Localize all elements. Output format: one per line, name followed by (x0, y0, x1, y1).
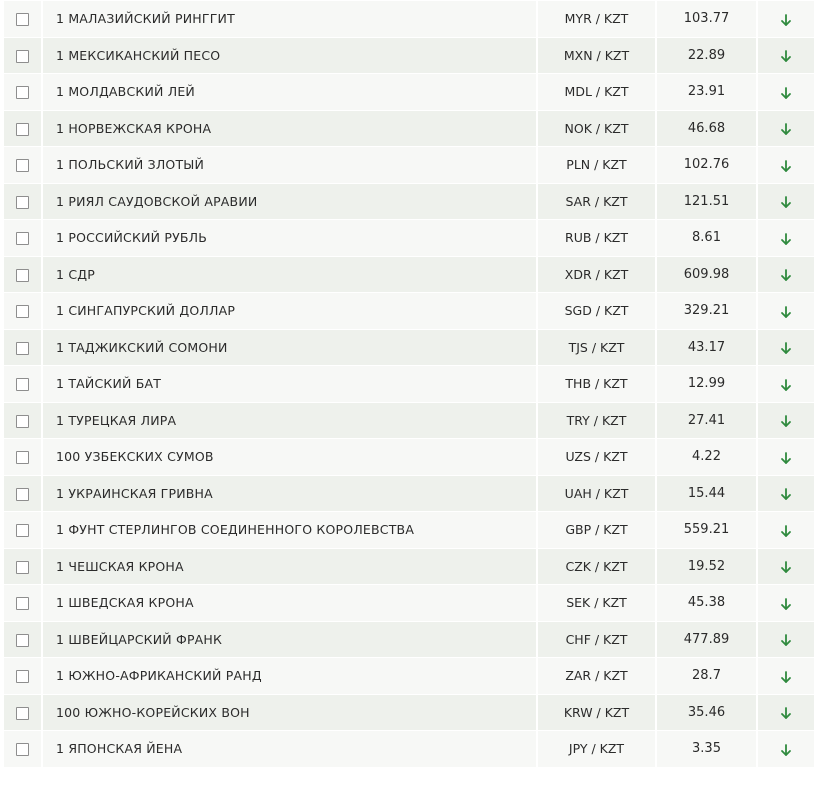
currency-name: 1 СИНГАПУРСКИЙ ДОЛЛАР (42, 293, 537, 330)
currency-pair: JPY / KZT (537, 731, 656, 768)
checkbox-cell (4, 293, 42, 330)
exchange-rate: 103.77 (656, 1, 757, 38)
currency-name: 1 ЮЖНО-АФРИКАНСКИЙ РАНД (42, 658, 537, 695)
trend-cell (757, 366, 814, 403)
table-row (4, 658, 814, 695)
trend-cell (757, 220, 814, 257)
checkbox-icon[interactable] (16, 415, 29, 428)
arrow-down-icon[interactable] (779, 195, 793, 209)
table-row (4, 366, 814, 403)
arrow-down-icon[interactable] (779, 560, 793, 574)
checkbox-icon[interactable] (16, 524, 29, 537)
currency-pair: SGD / KZT (537, 293, 656, 330)
currency-name: 100 ЮЖНО-КОРЕЙСКИХ ВОН (42, 694, 537, 731)
exchange-rate: 477.89 (656, 621, 757, 658)
currency-pair: UZS / KZT (537, 439, 656, 476)
checkbox-cell (4, 694, 42, 731)
checkbox-icon[interactable] (16, 342, 29, 355)
table-row (4, 256, 814, 293)
checkbox-icon[interactable] (16, 597, 29, 610)
checkbox-cell (4, 621, 42, 658)
table-row (4, 74, 814, 111)
table-row (4, 220, 814, 257)
currency-pair: MDL / KZT (537, 74, 656, 111)
arrow-down-icon[interactable] (779, 597, 793, 611)
trend-cell (757, 1, 814, 38)
exchange-rate: 46.68 (656, 110, 757, 147)
exchange-rate: 35.46 (656, 694, 757, 731)
arrow-down-icon[interactable] (779, 268, 793, 282)
currency-pair: GBP / KZT (537, 512, 656, 549)
checkbox-cell (4, 402, 42, 439)
checkbox-icon[interactable] (16, 743, 29, 756)
trend-cell (757, 37, 814, 74)
currency-name: 1 МЕКСИКАНСКИЙ ПЕСО (42, 37, 537, 74)
checkbox-icon[interactable] (16, 305, 29, 318)
checkbox-cell (4, 439, 42, 476)
currency-name: 1 ШВЕДСКАЯ КРОНА (42, 585, 537, 622)
trend-cell (757, 402, 814, 439)
currency-pair: RUB / KZT (537, 220, 656, 257)
checkbox-cell (4, 220, 42, 257)
checkbox-icon[interactable] (16, 670, 29, 683)
arrow-down-icon[interactable] (779, 487, 793, 501)
exchange-rate: 43.17 (656, 329, 757, 366)
checkbox-icon[interactable] (16, 561, 29, 574)
currency-pair: XDR / KZT (537, 256, 656, 293)
currency-name: 1 ШВЕЙЦАРСКИЙ ФРАНК (42, 621, 537, 658)
currency-name: 1 ТУРЕЦКАЯ ЛИРА (42, 402, 537, 439)
currency-pair: CHF / KZT (537, 621, 656, 658)
table-row (4, 475, 814, 512)
arrow-down-icon[interactable] (779, 633, 793, 647)
exchange-rates-body (4, 1, 814, 768)
checkbox-cell (4, 366, 42, 403)
table-row (4, 402, 814, 439)
trend-cell (757, 731, 814, 768)
checkbox-cell (4, 110, 42, 147)
currency-name: 1 МОЛДАВСКИЙ ЛЕЙ (42, 74, 537, 111)
exchange-rate: 22.89 (656, 37, 757, 74)
trend-cell (757, 512, 814, 549)
exchange-rate: 27.41 (656, 402, 757, 439)
exchange-rate: 28.7 (656, 658, 757, 695)
checkbox-cell (4, 548, 42, 585)
currency-pair: CZK / KZT (537, 548, 656, 585)
currency-pair: PLN / KZT (537, 147, 656, 184)
arrow-down-icon[interactable] (779, 159, 793, 173)
trend-cell (757, 293, 814, 330)
checkbox-cell (4, 329, 42, 366)
currency-pair: ZAR / KZT (537, 658, 656, 695)
trend-cell (757, 256, 814, 293)
currency-name: 1 УКРАИНСКАЯ ГРИВНА (42, 475, 537, 512)
checkbox-icon[interactable] (16, 707, 29, 720)
trend-cell (757, 658, 814, 695)
arrow-down-icon[interactable] (779, 670, 793, 684)
table-row (4, 512, 814, 549)
currency-pair: MXN / KZT (537, 37, 656, 74)
exchange-rate: 609.98 (656, 256, 757, 293)
checkbox-cell (4, 74, 42, 111)
currency-pair: SEK / KZT (537, 585, 656, 622)
currency-name: 1 РОССИЙСКИЙ РУБЛЬ (42, 220, 537, 257)
trend-cell (757, 183, 814, 220)
checkbox-icon[interactable] (16, 50, 29, 63)
exchange-rate: 559.21 (656, 512, 757, 549)
arrow-down-icon[interactable] (779, 305, 793, 319)
checkbox-icon[interactable] (16, 269, 29, 282)
exchange-rate: 12.99 (656, 366, 757, 403)
trend-cell (757, 110, 814, 147)
currency-pair: TRY / KZT (537, 402, 656, 439)
currency-pair: SAR / KZT (537, 183, 656, 220)
arrow-down-icon[interactable] (779, 13, 793, 27)
checkbox-cell (4, 147, 42, 184)
currency-name: 1 ПОЛЬСКИЙ ЗЛОТЫЙ (42, 147, 537, 184)
checkbox-icon[interactable] (16, 13, 29, 26)
checkbox-icon[interactable] (16, 451, 29, 464)
arrow-down-icon[interactable] (779, 451, 793, 465)
checkbox-cell (4, 512, 42, 549)
arrow-down-icon[interactable] (779, 706, 793, 720)
table-row (4, 329, 814, 366)
currency-pair: THB / KZT (537, 366, 656, 403)
checkbox-icon[interactable] (16, 196, 29, 209)
trend-cell (757, 74, 814, 111)
checkbox-cell (4, 37, 42, 74)
trend-cell (757, 329, 814, 366)
arrow-down-icon[interactable] (779, 86, 793, 100)
trend-cell (757, 147, 814, 184)
currency-pair: KRW / KZT (537, 694, 656, 731)
currency-pair: NOK / KZT (537, 110, 656, 147)
currency-name: 1 СДР (42, 256, 537, 293)
checkbox-cell (4, 731, 42, 768)
checkbox-icon[interactable] (16, 123, 29, 136)
table-row (4, 183, 814, 220)
trend-cell (757, 548, 814, 585)
currency-name: 1 РИЯЛ САУДОВСКОЙ АРАВИИ (42, 183, 537, 220)
exchange-rate: 4.22 (656, 439, 757, 476)
trend-cell (757, 439, 814, 476)
currency-pair: TJS / KZT (537, 329, 656, 366)
checkbox-icon[interactable] (16, 232, 29, 245)
table-row (4, 621, 814, 658)
exchange-rates-table (4, 0, 814, 768)
exchange-rate: 121.51 (656, 183, 757, 220)
exchange-rate: 23.91 (656, 74, 757, 111)
currency-name: 1 ЧЕШСКАЯ КРОНА (42, 548, 537, 585)
checkbox-icon[interactable] (16, 159, 29, 172)
exchange-rate: 102.76 (656, 147, 757, 184)
arrow-down-icon[interactable] (779, 341, 793, 355)
checkbox-cell (4, 256, 42, 293)
checkbox-cell (4, 475, 42, 512)
table-row (4, 731, 814, 768)
checkbox-cell (4, 1, 42, 38)
table-row (4, 37, 814, 74)
currency-name: 1 МАЛАЗИЙСКИЙ РИНГГИТ (42, 1, 537, 38)
exchange-rate: 15.44 (656, 475, 757, 512)
currency-pair: UAH / KZT (537, 475, 656, 512)
checkbox-icon[interactable] (16, 378, 29, 391)
table-row (4, 439, 814, 476)
arrow-down-icon[interactable] (779, 378, 793, 392)
checkbox-cell (4, 183, 42, 220)
table-row (4, 293, 814, 330)
arrow-down-icon[interactable] (779, 232, 793, 246)
checkbox-icon[interactable] (16, 634, 29, 647)
checkbox-icon[interactable] (16, 86, 29, 99)
table-row (4, 1, 814, 38)
arrow-down-icon[interactable] (779, 524, 793, 538)
checkbox-cell (4, 585, 42, 622)
trend-cell (757, 585, 814, 622)
table-row (4, 110, 814, 147)
checkbox-cell (4, 658, 42, 695)
exchange-rate: 3.35 (656, 731, 757, 768)
arrow-down-icon[interactable] (779, 414, 793, 428)
currency-name: 100 УЗБЕКСКИХ СУМОВ (42, 439, 537, 476)
currency-name: 1 ТАЙСКИЙ БАТ (42, 366, 537, 403)
currency-name: 1 НОРВЕЖСКАЯ КРОНА (42, 110, 537, 147)
trend-cell (757, 621, 814, 658)
exchange-rate: 19.52 (656, 548, 757, 585)
exchange-rate: 45.38 (656, 585, 757, 622)
currency-name: 1 ЯПОНСКАЯ ЙЕНА (42, 731, 537, 768)
table-row (4, 585, 814, 622)
currency-name: 1 ТАДЖИКСКИЙ СОМОНИ (42, 329, 537, 366)
table-row (4, 694, 814, 731)
table-row (4, 147, 814, 184)
exchange-rate: 329.21 (656, 293, 757, 330)
currency-name: 1 ФУНТ СТЕРЛИНГОВ СОЕДИНЕННОГО КОРОЛЕВСТВА (42, 512, 537, 549)
checkbox-icon[interactable] (16, 488, 29, 501)
currency-pair: MYR / KZT (537, 1, 656, 38)
arrow-down-icon[interactable] (779, 49, 793, 63)
exchange-rate: 8.61 (656, 220, 757, 257)
table-row (4, 548, 814, 585)
trend-cell (757, 694, 814, 731)
arrow-down-icon[interactable] (779, 743, 793, 757)
arrow-down-icon[interactable] (779, 122, 793, 136)
trend-cell (757, 475, 814, 512)
